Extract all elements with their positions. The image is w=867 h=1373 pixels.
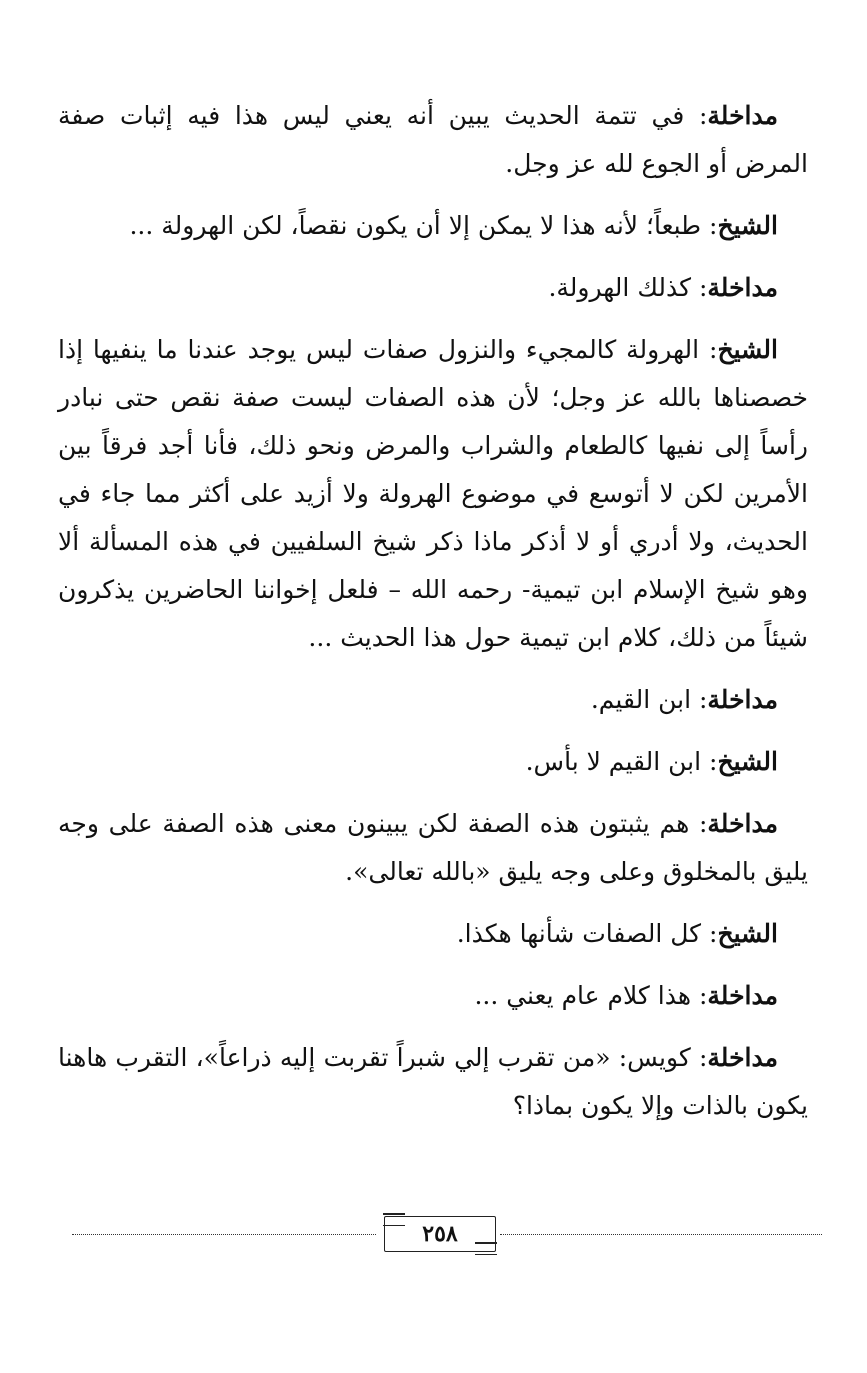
ornament-icon	[383, 1213, 405, 1226]
speaker-label: الشيخ	[717, 747, 778, 776]
page-footer	[72, 1214, 822, 1254]
speaker-label: مداخلة	[707, 1043, 778, 1072]
paragraph-text: : هم يثبتون هذه الصفة لكن يبينون معنى هذه الصفة على وجه يليق بالمخلوق وعلى وجه يليق «بالله تعالى».	[58, 809, 808, 886]
page-content	[58, 92, 808, 1144]
paragraph	[58, 202, 808, 250]
speaker-label: مداخلة	[707, 685, 778, 714]
paragraph-text: : هذا كلام عام يعني ...	[474, 981, 708, 1010]
footer-dotted-rule	[500, 1234, 822, 1235]
footer-dotted-rule	[72, 1234, 376, 1235]
paragraph	[58, 264, 808, 312]
speaker-label: الشيخ	[717, 919, 778, 948]
page-number-box	[384, 1216, 496, 1252]
speaker-label: الشيخ	[717, 335, 778, 364]
speaker-label: الشيخ	[717, 211, 778, 240]
paragraph-text: : كويس: «من تقرب إلي شبراً تقربت إليه ذراعاً»، التقرب هاهنا يكون بالذات وإلا يكون بماذا؟	[58, 1043, 808, 1120]
paragraph	[58, 1034, 808, 1130]
speaker-label: مداخلة	[707, 981, 778, 1010]
speaker-label: مداخلة	[707, 101, 778, 130]
paragraph-text: : كل الصفات شأنها هكذا.	[456, 919, 718, 948]
paragraph	[58, 910, 808, 958]
paragraph-text: : طبعاً؛ لأنه هذا لا يمكن إلا أن يكون نقصاً، لكن الهرولة ...	[129, 211, 718, 240]
ornament-icon	[475, 1242, 497, 1255]
paragraph-text: : ابن القيم.	[590, 685, 708, 714]
speaker-label: مداخلة	[707, 809, 778, 838]
paragraph-text: : كذلك الهرولة.	[548, 273, 708, 302]
paragraph	[58, 92, 808, 188]
paragraph	[58, 676, 808, 724]
paragraph-text: : الهرولة كالمجيء والنزول صفات ليس يوجد عندنا ما ينفيها إذا خصصناها بالله عز وجل؛ لأن هذه الصفات ليست صفة نقص حتى نبادر رأساً إلى نفيها كالطعام والشراب والمرض ونحو ذلك، فأنا أجد فرقاً بين الأمرين لكن لا أتوسع في موضوع الهرولة ولا أزيد على أكثر مما جاء في الحديث، ولا أدري أو لا أذكر ماذا ذكر شيخ السلفيين في هذه المسألة ألا وهو شيخ الإسلام ابن تيمية- رحمه الله – فلعل إخواننا الحاضرين يذكرون شيئاً من ذلك، كلام ابن تيمية حول هذا الحديث ...	[58, 335, 808, 652]
paragraph	[58, 800, 808, 896]
speaker-label: مداخلة	[707, 273, 778, 302]
paragraph	[58, 326, 808, 662]
paragraph	[58, 972, 808, 1020]
page-number: ٢٥٨	[422, 1221, 458, 1247]
paragraph-text: : ابن القيم لا بأس.	[525, 747, 718, 776]
paragraph	[58, 738, 808, 786]
paragraph-text: : في تتمة الحديث يبين أنه يعني ليس هذا فيه إثبات صفة المرض أو الجوع لله عز وجل.	[58, 101, 808, 178]
